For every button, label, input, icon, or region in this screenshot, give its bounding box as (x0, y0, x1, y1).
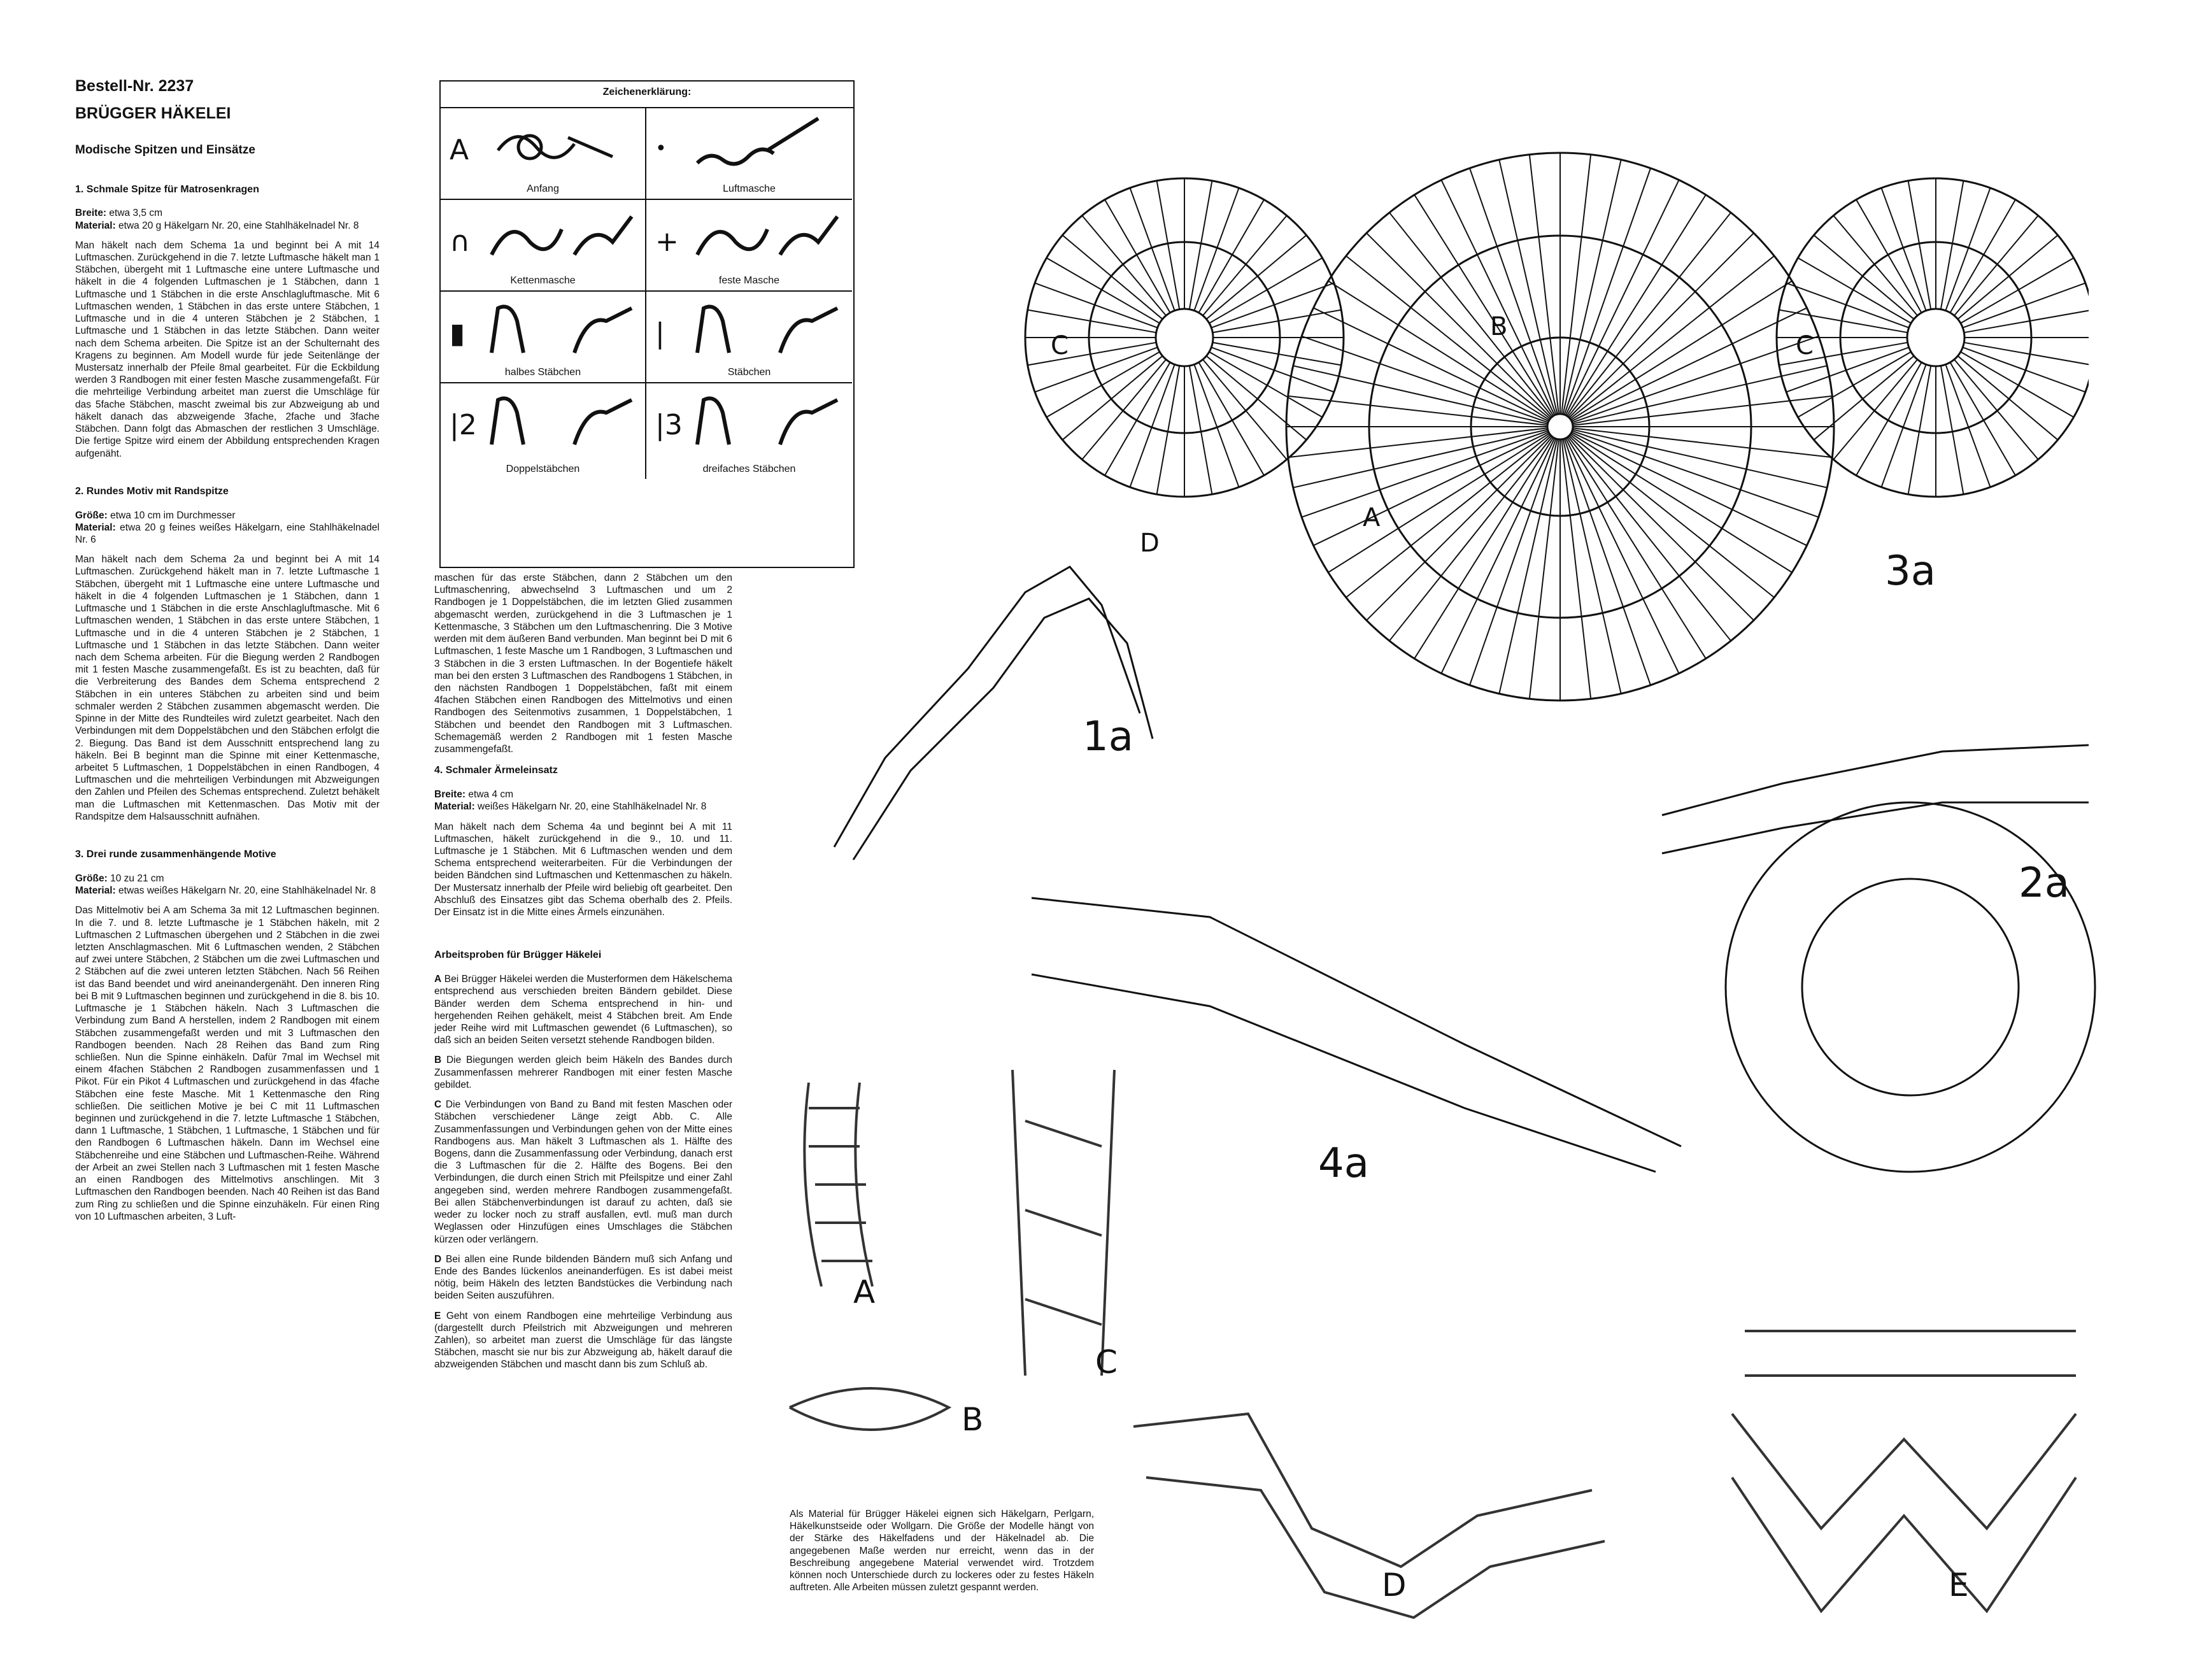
half-double-icon (485, 295, 638, 366)
photo-c-label: C (1095, 1344, 1118, 1381)
order-number: Bestell-Nr. 2237 (75, 77, 194, 95)
photo-b-label: B (962, 1401, 984, 1438)
proben-a: A Bei Brügger Häkelei werden die Musterformen dem Häkelschema entsprechend aus verschieden breiten Bändern gebildet. Diese Bänder werden dem Schema entsprechend in hin- und hergehenden Reihen gehäkelt, meist 4 Stäbchen breit. Am Ende jeder Reihe wird mit Luftmaschen gewendet (6 Luftmaschen), so daß sich an beiden Seiten versetzt stehende Randbogen bilden. (434, 974, 732, 1046)
section-3-continued: maschen für das erste Stäbchen, dann 2 Stäbchen um den Luftmaschenring, abwechselnd 3 Luftmaschen und um 2 Randbogen je 1 Doppelstäbchen, die im letzten Glied zusammen abgemascht werden, zurückgehend in die 3 Luftmaschen je 1 Kettenmasche, 3 Stäbchen um den Luftmaschenring. Die 3 Motive werden mit dem äußeren Band verbunden. Man beginnt bei D mit 6 Luftmaschen, 1 feste Masche um 1 Randbogen, 3 Luftmaschen und 3 Stäbchen in die 3 ersten Luftmaschen. In der Bogentiefe häkelt man bei den ersten 3 Luftmaschen des Randbogens 1 Stäbchen, in den nächsten Randbogen 1 Doppelstäbchen, faßt mit einem 4fachen Stäbchen einen Randbogen des Mittelmotivs und einen Randbogen des Seitenmotivs zusammen, 1 Doppelstäbchen, 1 Stäbchen und beendet den Randbogen mit 3 Luftmaschen. Schemagemäß werden 2 Randbogen mit 1 festen Masche zusammengefaßt. (434, 573, 732, 755)
dreifaches-staebchen-label: dreifaches Stäbchen (702, 464, 796, 474)
section-3-heading: 3. Drei runde zusammenhängende Motive (75, 849, 276, 860)
proben-b: B Die Biegungen werden gleich beim Häkeln des Bandes durch Zusammenfassen mehrerer Randbogen mit einer festen Masche gebildet. (434, 1055, 732, 1090)
page-subtitle: Modische Spitzen und Einsätze (75, 143, 255, 157)
halbes-staebchen-label: halbes Stäbchen (504, 367, 581, 378)
marker-a-3a: A (1363, 503, 1381, 532)
photo-sample-d (1121, 1376, 1617, 1630)
section-2-specs: Größe: etwa 10 cm im Durchmesser Material: etwa 20 g feines weißes Häkelgarn, eine Stahlhäkelnadel Nr. 6 (75, 509, 380, 546)
middle-column (434, 572, 732, 1379)
figure-3a-label: 3a (1885, 548, 1936, 595)
chain-stitch-icon (691, 112, 831, 182)
section-2-heading: 2. Rundes Motiv mit Randspitze (75, 485, 229, 497)
staebchen-symbol: | (655, 317, 665, 350)
figure-4a-label: 4a (1318, 1140, 1369, 1187)
luftmasche-symbol: • (655, 138, 667, 160)
section-3-specs: Größe: 10 zu 21 cm Material: etwas weißes Häkelgarn Nr. 20, eine Stahlhäkelnadel Nr. 8 (75, 872, 376, 897)
anfang-label: Anfang (527, 183, 559, 194)
dreifaches-staebchen-symbol: |3 (655, 409, 683, 441)
figure-2a-label: 2a (2019, 860, 2070, 907)
section-4-heading: 4. Schmaler Ärmeleinsatz (434, 765, 558, 776)
luftmasche-label: Luftmasche (723, 183, 776, 194)
marker-c-left: C (1051, 331, 1069, 360)
legend-cell-feste-masche (646, 200, 852, 292)
diagram-2a (1656, 732, 2114, 1191)
single-crochet-icon (691, 204, 844, 274)
symbol-legend (439, 80, 855, 568)
legend-cell-staebchen (646, 292, 852, 383)
treble-icon (485, 387, 638, 457)
section-1-specs: Breite: etwa 3,5 cm Material: etwa 20 g Häkelgarn Nr. 20, eine Stahlhäkelnadel Nr. 8 (75, 208, 359, 231)
doppelstaebchen-label: Doppelstäbchen (506, 464, 580, 474)
section-2-body: Man häkelt nach dem Schema 2a und beginnt bei A mit 14 Luftmaschen. Zurückgehend häkelt man in 7. letzte Luftmasche 1 Stäbchen, übergeht mit 1 Luftmasche eine untere Luftmasche und häkelt in die 4 folgenden Luftmaschen je 1 Stäbchen, dann 1 Luftmasche und 1 Stäbchen in die erste Anschlagluftmasche. Mit 6 Luftmaschen wenden, 1 Stäbchen in das erste untere Stäbchen, 1 Luftmasche und in die 4 unteren Stäbchen je 2 Stäbchen, 1 Luftmasche und 1 Stäbchen in das letzte Stäbchen. Dann weiter nach dem Schema arbeiten. Für die Biegung werden 2 Randbogen mit 1 festen Masche zusammengefaßt. Es ist zu beachten, daß für die Verbreiterung des Bandes dem Schema entsprechend 2 Stäbchen in ein unteres Stäbchen zu arbeiten sind und beim schmaler werden 2 Stäbchen zusammen abgemascht werden. Die Spinne in der Mitte des Rundteiles wird zuletzt gearbeitet. Nach den Verbindungen mit dem Doppelstäbchen und den Stäbchen erfolgt die 2. Biegung. Das Band ist dem Ausschnitt entsprechend lang zu häkeln. Bei B beginnt man die Spinne mit einer Kettenmasche, arbeitet 5 Luftmaschen, 1 Doppelstäbchen in einen Randbogen, 4 Luftmaschen und die mehrteiligen Verbindungen mit Abzweigungen den Zahlen und Pfeilen des Schemas entsprechend. Zuletzt behäkelt man die Luftmaschen mit Kettenmaschen. Das Motiv mit der Randspitze dem Halsausschnitt aufnähen. (75, 554, 380, 822)
material-note: Als Material für Brügger Häkelei eignen sich Häkelgarn, Perlgarn, Häkelkunstseide oder Wollgarn. Die Größe der Modelle hängt von der Stärke des Häkelfadens und der Häkelnadel ab. Die angegebenen Maße werden nur erreicht, wenn das in der Beschreibung angegebene Material verwendet wird. Trotzdem können noch Unterschiede durch zu lockeres oder zu festes Häkeln auftreten. Alle Arbeiten müssen zuletzt gespannt werden. (790, 1509, 1094, 1593)
legend-grid (441, 107, 853, 568)
legend-cell-anfang (441, 108, 646, 200)
double-treble-icon (691, 387, 844, 457)
hook-start-icon (492, 112, 632, 182)
section-4-body: Man häkelt nach dem Schema 4a und beginnt bei A mit 11 Luftmaschen, häkelt zurückgehend in die 9., 10. und 11. Luftmasche je 1 Stäbchen. Mit 6 Luftmaschen wenden und dem Schema entsprechend weiterarbeiten. Für die Verbindungen der beiden Bändchen sind Luftmaschen und Kettenmaschen zu häkeln. Der Mustersatz innerhalb der Pfeile wird beliebig oft gearbeitet. Den Abschluß des Einsatzes gibt das Schema oberhalb des 2. Pfeils. Der Einsatz ist in die Mitte eines Ärmels einzunähen. (434, 821, 732, 918)
anfang-symbol: A (450, 134, 469, 166)
double-crochet-icon (691, 295, 844, 366)
doppelstaebchen-symbol: |2 (450, 409, 477, 441)
figure-1a-label: 1a (1083, 713, 1133, 760)
staebchen-label: Stäbchen (727, 367, 771, 378)
proben-c: C Die Verbindungen von Band zu Band mit festen Maschen oder Stäbchen verschiedener Länge zeigt Abb. C. Alle Zusammenfassungen und Verbindungen gehen von der Mitte eines Randbogens aus. Man häkelt 3 Luftmaschen als 1. Hälfte des Bogens, dann die Zusammenfassung oder Verbindung, danach erst die 3 Luftmaschen für die 2. Hälfte des Bogens. Bei den Verbindungen, die durch einen Strich mit Pfeilspitze und einer Zahl angegeben sind, werden mehrere Randbogen zusammengefaßt. Bei allen Stäbchenverbindungen ist darauf zu achten, daß sie weder zu locker noch zu straff ausfallen, evtl. muß man durch Weglassen oder Hinzufügen eines Umschlages die Stäbchen kürzen oder verlängern. (434, 1099, 732, 1245)
legend-title: Zeichenerklärung: (602, 87, 692, 97)
photo-sample-e (1694, 1312, 2101, 1643)
diagram-3a (1006, 70, 2089, 707)
legend-cell-kettenmasche (441, 200, 646, 292)
marker-c-right: C (1796, 331, 1814, 360)
legend-cell-doppelstaebchen (441, 383, 646, 479)
feste-masche-label: feste Masche (718, 275, 780, 286)
section-3-body: Das Mittelmotiv bei A am Schema 3a mit 12 Luftmaschen beginnen. In die 7. und 8. letzte Luftmasche je 1 Stäbchen häkeln, mit 2 Luftmaschen 2 Luftmaschen übergehen und 2 Stäbchen in die zwei letzten Anschlagmaschen. Mit 6 Luftmaschen wenden, 2 Stäbchen auf zwei untere Stäbchen, 2 Stäbchen um die zwei Luftmaschen und 2 Stäbchen auf die zwei unteren letzten Stäbchen. Nach 56 Reihen ist das Band beendet und wird aneinandergenäht. Den inneren Ring bei B mit 9 Luftmaschen beginnen und zurückgehend in die 8. bis 10. Luftmasche je 1 Stäbchen häkeln. Nach 3 Luftmaschen die Verbindung zum Band A herstellen, indem 2 Randbogen mit einem Stäbchen zusammengefaßt werden und mit 3 Luftmaschen den Randbogen beenden. Nach 28 Reihen das Band zum Ring schließen. Nun die Spinne einhäkeln. Dafür 7mal im Wechsel mit einem 4fachen Stäbchen 2 Randbogen zusammenfassen und 1 Pikot. Für ein Pikot 4 Luftmaschen und zurückgehend in das 4fache Stäbchen eine feste Masche. Mit 1 Kettenmasche den Ring schließen. Die seitlichen Motive je bei C mit 11 Luftmaschen beginnen und zurückgehend in die 7. letzte Luftmasche 1 Stäbchen, dann 1 Luftmasche, 1 Stäbchen, 1 Luftmasche, 1 Stäbchen und für den Randbogen 6 Luftmaschen häkeln. Dann im Wechsel eine Stäbchenreihe und eine Stäbchen und Luftmaschen-Reihe. Während der Arbeit an zwei Stellen nach 3 Luftmaschen mit 1 festen Masche an einen Randbogen des Mittelmotivs anschlingen. Mit 3 Luftmaschen den Randbogen beenden. Nach 40 Reihen ist das Band zum Ring zu schließen und die Spinne einzuhäkeln. Für einen Ring von 10 Luftmaschen arbeiten, 3 Luft- (75, 905, 380, 1222)
photo-sample-b (783, 1356, 962, 1458)
proben-d: D Bei allen eine Runde bildenden Bändern muß sich Anfang und Ende des Bandes lückenlos aneinanderfügen. Es ist dabei meist nötig, beim Häkeln des letzten Bandstückes die Verbindung nach beiden Seiten auszuführen. (434, 1253, 732, 1302)
kettenmasche-label: Kettenmasche (510, 275, 576, 286)
section-1-heading: 1. Schmale Spitze für Matrosenkragen (75, 183, 259, 195)
photo-e-label: E (1949, 1567, 1969, 1604)
marker-d-3a: D (1140, 529, 1160, 558)
photo-a-label: A (853, 1274, 876, 1311)
feste-masche-symbol: + (655, 225, 679, 258)
section-1-body: Man häkelt nach dem Schema 1a und beginnt bei A mit 14 Luftmaschen. Zurückgehend in die 7. letzte Luftmasche häkelt man 1 Stäbchen, übergeht mit 1 Luftmasche eine untere Luftmasche und häkelt in die 4 folgenden Luftmaschen je 1 Stäbchen, dann 1 Luftmasche und 1 Stäbchen in die erste Anschlagluftmasche. Mit 6 Luftmaschen wenden, 1 Stäbchen in das erste untere Stäbchen, 1 Luftmasche und in die 4 unteren Stäbchen je 2 Stäbchen, 1 Luftmasche und 1 Stäbchen in das letzte Stäbchen. Dann weiter nach dem Schema arbeiten. Die Spitze ist an der Schulternaht des Kragens zu beginnen. Am Modell wurde für jede Seitenlänge der Mustersatz innerhalb der Pfeile 8mal gearbeitet. Für die Eckbildung werden 3 Randbogen mit einer festen Masche zusammengefaßt. Für die mehrteilige Verbindung arbeitet man zuerst die Umschläge für das 5fache Stäbchen, mascht zweimal bis zur Abzweigung ab und häkelt danach das abzweigende 3fache, 2fache und 3fache Stäbchen. Dann folgt das Abmaschen der restlichen 3 Umschläge. Die fertige Spitze wird einem der Abbildung entsprechenden Kragen aufgenäht. (75, 239, 380, 459)
halbes-staebchen-symbol: ▮ (450, 317, 465, 350)
left-column (75, 76, 380, 1230)
legend-cell-dreifaches-staebchen (646, 383, 852, 479)
section-4-specs: Breite: etwa 4 cm Material: weißes Häkelgarn Nr. 20, eine Stahlhäkelnadel Nr. 8 (434, 789, 707, 813)
legend-cell-halbes-staebchen (441, 292, 646, 383)
kettenmasche-symbol: ∩ (450, 225, 471, 258)
slip-stitch-icon (485, 204, 638, 274)
legend-cell-luftmasche (646, 108, 852, 200)
proben-heading: Arbeitsproben für Brügger Häkelei (434, 950, 602, 961)
proben-e: E Geht von einem Randbogen eine mehrteilige Verbindung aus (dargestellt durch Pfeilstrich mit Abzweigungen und mehreren Zahlen), so arbeitet man zuerst die Umschläge für das längste Stäbchen, mascht sie nur bis zur Abzweigung ab, häkelt darauf die abzweigenden Stäbchen und mascht dann bis zum Schluß ab. (434, 1310, 732, 1370)
marker-b-3a: B (1490, 312, 1508, 341)
photo-sample-a (783, 1070, 923, 1299)
photo-d-label: D (1382, 1567, 1407, 1604)
page-title: BRÜGGER HÄKELEI (75, 104, 231, 122)
photo-sample-c (987, 1057, 1140, 1388)
